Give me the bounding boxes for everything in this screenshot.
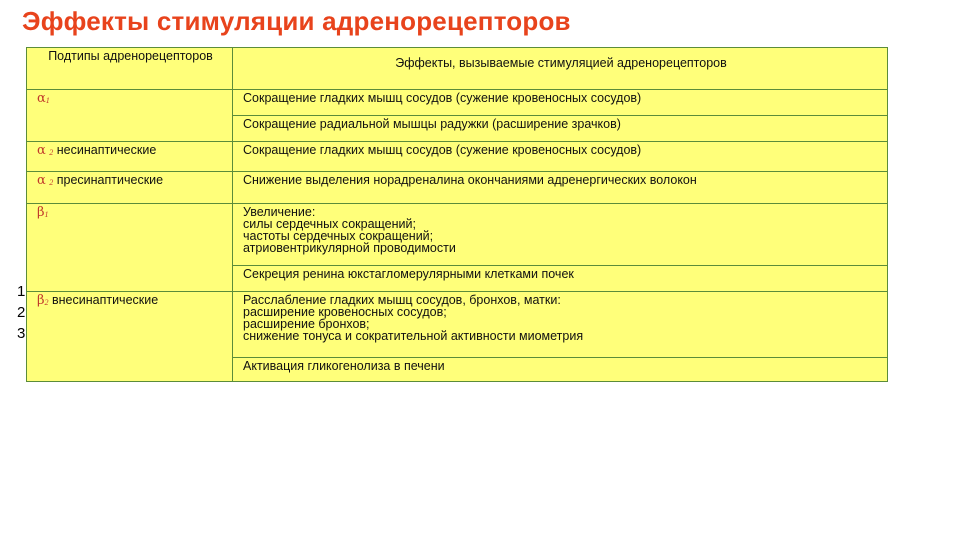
table-row xyxy=(27,204,888,266)
effect-line: Сокращение гладких мышц сосудов (сужение кровеносных сосудов) xyxy=(243,91,642,105)
header-effects: Эффекты, вызываемые стимуляцией адренорецепторов xyxy=(233,48,888,90)
table-header-row xyxy=(27,48,888,90)
slide-title: Эффекты стимуляции адренорецепторов xyxy=(22,6,571,36)
effect-line: Активация гликогенолиза в печени xyxy=(243,359,445,373)
subscript: 2 xyxy=(44,298,49,307)
greek-letter: α xyxy=(37,143,46,158)
effect-cell xyxy=(233,292,888,358)
effect-line: Снижение выделения норадреналина окончаниями адренергических волокон xyxy=(243,173,697,187)
subscript: 1 xyxy=(45,96,50,105)
effect-line: Сокращение радиальной мышцы радужки (расширение зрачков) xyxy=(243,117,621,131)
table-row xyxy=(27,90,888,116)
subtype-label: внесинаптические xyxy=(52,293,159,307)
side-number: 1 xyxy=(17,283,26,300)
effect-cell xyxy=(233,116,888,142)
greek-letter: β xyxy=(37,293,45,308)
side-number: 3 xyxy=(17,325,26,342)
effect-line: расширение кровеносных сосудов; xyxy=(243,305,447,319)
subtype-cell xyxy=(27,142,233,172)
effect-cell xyxy=(233,266,888,292)
effect-line: частоты сердечных сокращений; xyxy=(243,229,434,243)
effect-cell xyxy=(233,172,888,204)
effect-line: Расслабление гладких мышц сосудов, бронхов, матки: xyxy=(243,293,561,307)
side-numbers xyxy=(17,281,25,344)
greek-letter: α xyxy=(37,173,46,188)
effect-line: силы сердечных сокращений; xyxy=(243,217,416,231)
subscript: 2 xyxy=(49,178,54,187)
subscript: 2 xyxy=(49,148,54,157)
effect-line: Сокращение гладких мышц сосудов (сужение кровеносных сосудов) xyxy=(243,143,642,157)
subtype-label: несинаптические xyxy=(56,143,157,157)
subtype-cell xyxy=(27,204,233,292)
effect-line: атриовентрикулярной проводимости xyxy=(243,241,456,255)
subtype-cell xyxy=(27,292,233,382)
effect-line: Секреция ренина юкстагломерулярными клетками почек xyxy=(243,267,574,281)
subtype-label: пресинаптические xyxy=(56,173,164,187)
effect-cell xyxy=(233,204,888,266)
greek-letter: α xyxy=(37,91,46,106)
effect-cell xyxy=(233,90,888,116)
effect-line: расширение бронхов; xyxy=(243,317,370,331)
effect-line: снижение тонуса и сократительной активности миометрия xyxy=(243,329,584,343)
effect-cell xyxy=(233,142,888,172)
table-row xyxy=(27,292,888,358)
greek-letter: β xyxy=(37,205,45,220)
side-number: 2 xyxy=(17,304,26,321)
table-row xyxy=(27,172,888,204)
subscript: 1 xyxy=(44,210,49,219)
table-row xyxy=(27,142,888,172)
effect-cell xyxy=(233,358,888,382)
effect-line: Увеличение: xyxy=(243,205,316,219)
subtype-cell xyxy=(27,90,233,142)
subtype-cell xyxy=(27,172,233,204)
receptor-effects-table xyxy=(26,47,888,382)
header-subtypes: Подтипы адренорецепторов xyxy=(27,48,233,90)
